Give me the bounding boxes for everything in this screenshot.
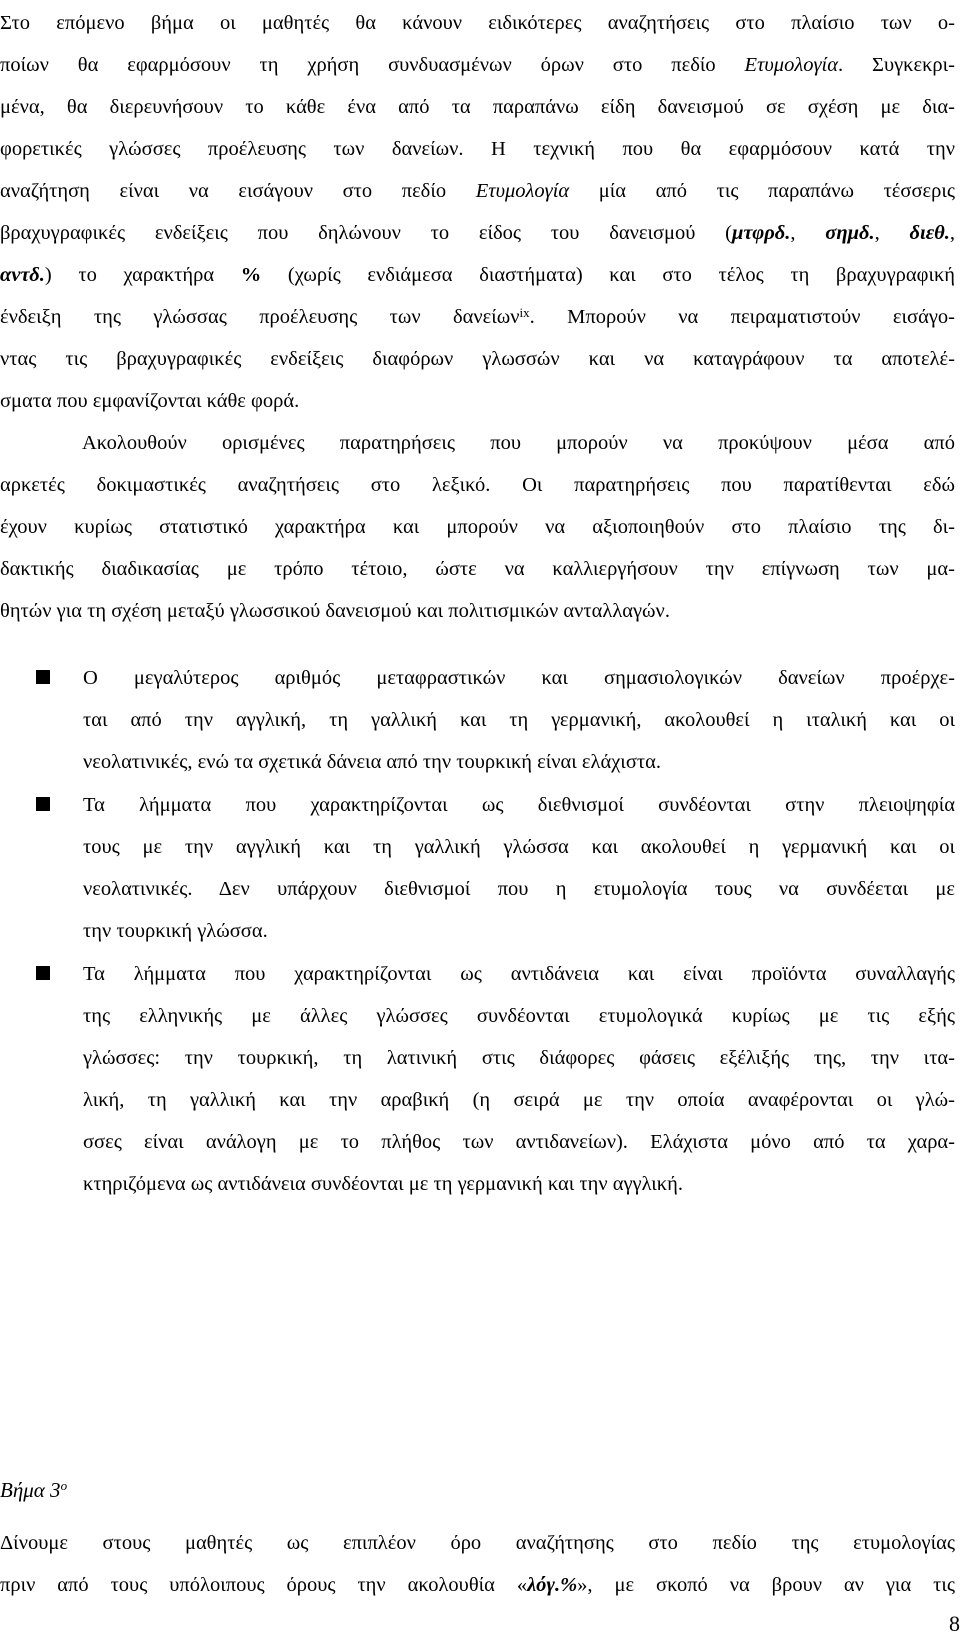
abbreviation: σημδ. (825, 222, 875, 244)
text-line: ένδειξη της γλώσσας προέλευσης των δανείων$^{ix}$. Μπορούν να πειραματιστούν εισάγο- (0, 305, 955, 328)
text-line: ποίων θα εφαρμόσουν τη χρήση συνδυασμένων όρων στο πεδίο Ετυμολογία. Συγκεκρι- (0, 54, 956, 76)
page-number: 8 (949, 1611, 960, 1636)
text-line: Στο επόμενο βήμα οι μαθητές θα κάνουν ειδικότερες αναζητήσεις στο πλαίσιο των ο- (0, 12, 955, 34)
italic-term: Ετυμολογία (475, 180, 570, 202)
text-line: την τουρκική γλώσσα. (83, 920, 268, 942)
step-heading: Βήμα $3^o$ (0, 1478, 68, 1502)
text-line: φορετικές γλώσσες προέλευσης των δανείων. Η τεχνική που θα εφαρμόσουν κατά την (0, 138, 955, 160)
text-line: ντας τις βραχυγραφικές ενδείξεις διαφόρων γλωσσών και να καταγράφουν τα αποτελέ- (0, 348, 955, 370)
abbreviation: διεθ. (909, 222, 950, 244)
ordinal-superscript: ο (60, 1478, 68, 1493)
paragraph-step3 (0, 1522, 960, 1606)
text-line: λική, τη γαλλική και την αραβική (η σειρά με την οποία αναφέρονται οι γλώ- (83, 1089, 955, 1111)
text-line: Ακολουθούν ορισμένες παρατηρήσεις που μπορούν να προκύψουν μέσα από (82, 432, 955, 454)
text-line: ται από την αγγλική, τη γαλλική και τη γερμανική, ακολουθεί η ιταλική και οι (83, 709, 955, 731)
text-line: αντδ.) το χαρακτήρα % (χωρίς ενδιάμεσα διαστήματα) και στο τέλος τη βραχυγραφική (0, 264, 956, 286)
text-line: θητών για τη σχέση μεταξύ γλωσσικού δανεισμού και πολιτισμικών ανταλλαγών. (0, 600, 670, 622)
text-line: Δίνουμε στους μαθητές ως επιπλέον όρο αναζήτησης στο πεδίο της ετυμολογίας (0, 1532, 955, 1554)
text-line: δακτικής διαδικασίας με τρόπο τέτοιο, ώστε να καλλιεργήσουν την επίγνωση των μα- (0, 558, 955, 580)
percent-symbol: % (240, 264, 262, 286)
text-line: πριν από τους υπόλοιπους όρους την ακολουθία «λόγ.%», με σκοπό να βρουν αν για τις (0, 1574, 955, 1596)
search-term: λόγ.% (527, 1574, 578, 1596)
text-line: της ελληνικής με άλλες γλώσσες συνδέονται ετυμολογικά κυρίως με τις εξής (83, 1005, 955, 1027)
text-line: Ο μεγαλύτερος αριθμός μεταφραστικών και σημασιολογικών δανείων προέρχε- (83, 667, 955, 689)
text-line: σματα που εμφανίζονται κάθε φορά. (0, 390, 300, 412)
text-line: Τα λήμματα που χαρακτηρίζονται ως αντιδάνεια και είναι προϊόντα συναλλαγής (83, 963, 955, 985)
bullet-item (36, 953, 955, 1205)
text-line: νεολατινικές, ενώ τα σχετικά δάνεια από την τουρκική είναι ελάχιστα. (83, 751, 661, 773)
text-line: τους με την αγγλική και τη γαλλική γλώσσα και ακολουθεί η γερμανική και οι (83, 836, 955, 858)
paragraph-search-instructions (0, 2, 960, 422)
abbreviation: αντδ. (0, 264, 45, 286)
text-line: κτηριζόμενα ως αντιδάνεια συνδέονται με τη γερμανική και την αγγλική. (83, 1173, 683, 1195)
text-line: σσες είναι ανάλογη με το πλήθος των αντιδανείων). Ελάχιστα μόνο από τα χαρα- (83, 1131, 955, 1153)
text-line: έχουν κυρίως στατιστικό χαρακτήρα και μπορούν να αξιοποιηθούν στο πλαίσιο της δι- (0, 516, 955, 538)
endnote-marker: ix (519, 305, 530, 320)
paragraph-observations (0, 422, 960, 632)
text-line: αρκετές δοκιμαστικές αναζητήσεις στο λεξικό. Οι παρατηρήσεις που παρατίθενται εδώ (0, 474, 955, 496)
bullet-item (36, 657, 955, 783)
bullet-item (36, 784, 955, 952)
text-line: βραχυγραφικές ενδείξεις που δηλώνουν το είδος του δανεισμού (μτφρδ., σημδ., διεθ., (0, 222, 956, 244)
abbreviation: μτφρδ. (732, 222, 791, 244)
text-line: μένα, θα διερευνήσουν το κάθε ένα από τα παραπάνω είδη δανεισμού σε σχέση με δια- (0, 96, 955, 118)
text-line: Τα λήμματα που χαρακτηρίζονται ως διεθνισμοί συνδέονται στην πλειοψηφία (83, 794, 955, 816)
text-line: νεολατινικές. Δεν υπάρχουν διεθνισμοί που η ετυμολογία τους να συνδέεται με (83, 878, 955, 900)
text-line: γλώσσες: την τουρκική, τη λατινική στις διάφορες φάσεις εξέλιξής της, την ιτα- (83, 1047, 955, 1069)
italic-term: Ετυμολογία (744, 54, 838, 76)
text-line: αναζήτηση είναι να εισάγουν στο πεδίο Ετυμολογία μία από τις παραπάνω τέσσερις (0, 180, 955, 202)
